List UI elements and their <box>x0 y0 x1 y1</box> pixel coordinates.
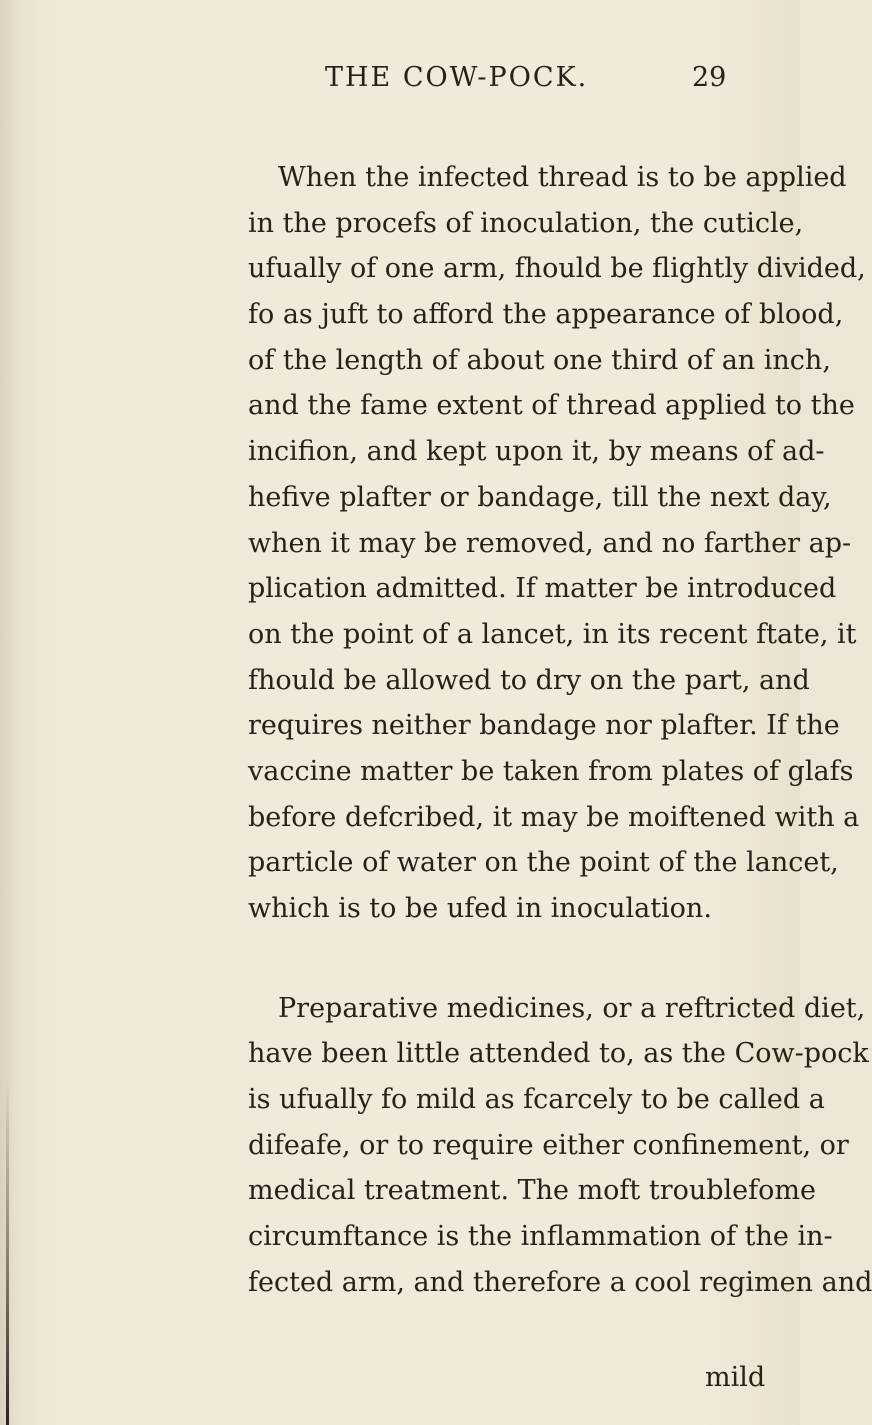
text-line: Preparative medicines, or a reftricted diet, <box>278 992 866 1024</box>
text-line: When the infected thread is to be applied <box>278 162 847 193</box>
text-line: have been little attended to, as the Cow-pock <box>248 1038 869 1070</box>
text-line: fhould be allowed to dry on the part, and <box>248 664 810 696</box>
running-head: THE COW-POCK. <box>325 62 589 93</box>
text-line: ufually of one arm, fhould be flightly divided, <box>248 253 866 285</box>
paragraph-spacing <box>248 932 763 986</box>
text-line: particle of water on the point of the lancet, <box>248 847 839 879</box>
paragraph-1 <box>248 155 866 932</box>
page-header <box>0 62 800 102</box>
text-line: vaccine matter be taken from plates of glafs <box>248 755 854 787</box>
page-number: 29 <box>692 62 727 93</box>
text-line: fected arm, and therefore a cool regimen and <box>248 1266 872 1298</box>
text-line-last: which is to be ufed in inoculation. <box>248 893 712 924</box>
text-line: on the point of a lancet, in its recent ftate, it <box>248 618 857 650</box>
text-line: hefive plafter or bandage, till the next day, <box>248 481 832 513</box>
text-line: when it may be removed, and no farther ap- <box>248 527 852 559</box>
paragraph-2 <box>248 986 872 1306</box>
text-line: and the fame extent of thread applied to the <box>248 390 855 422</box>
text-line: is ufually fo mild as fcarcely to be called a <box>248 1084 825 1116</box>
text-line: fo as juft to afford the appearance of blood, <box>248 299 844 331</box>
text-line: in the procefs of inoculation, the cuticle, <box>248 207 804 239</box>
binding-edge-shadow <box>6 1080 9 1425</box>
text-line: of the length of about one third of an inch, <box>248 344 831 376</box>
catchword: mild <box>705 1362 766 1393</box>
text-line: requires neither bandage nor plafter. If the <box>248 710 840 742</box>
text-line: medical treatment. The moft troublefome <box>248 1175 816 1207</box>
body-text <box>248 155 872 1306</box>
text-line: plication admitted. If matter be introduced <box>248 573 837 605</box>
text-line: before defcribed, it may be moiftened with a <box>248 801 860 833</box>
text-line: incifion, and kept upon it, by means of ad- <box>248 436 825 468</box>
text-line: difeafe, or to require either confinement, or <box>248 1129 849 1161</box>
text-line: circumftance is the inflammation of the in- <box>248 1221 833 1253</box>
